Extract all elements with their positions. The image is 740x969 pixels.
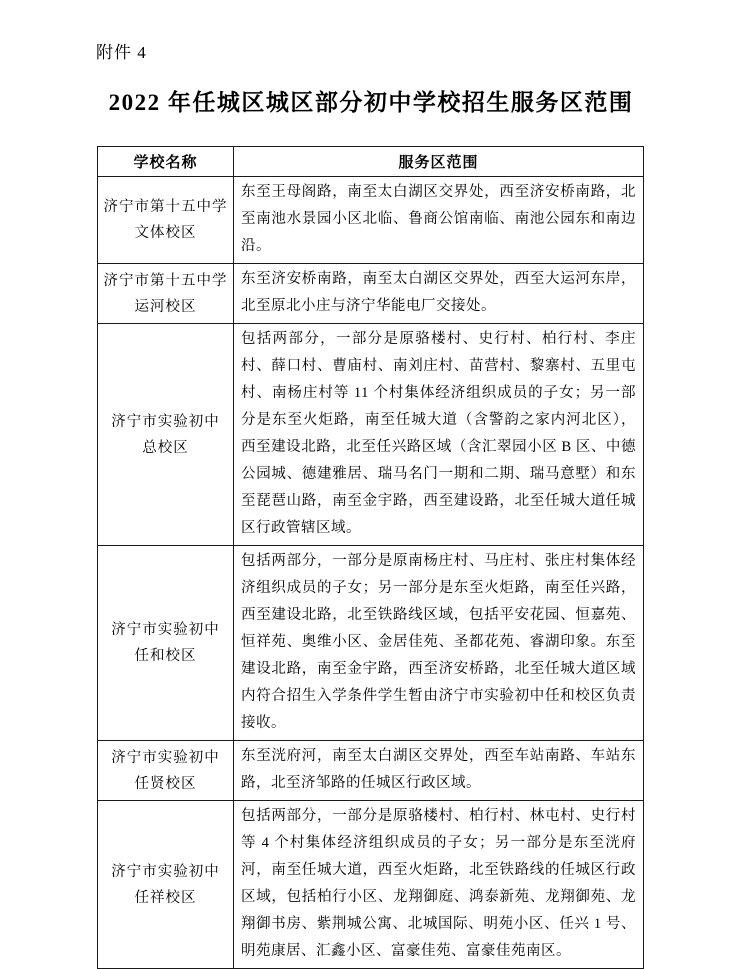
attachment-label: 附件 4 xyxy=(96,43,147,62)
school-name-cell xyxy=(98,546,234,741)
table-header-row xyxy=(98,147,644,177)
school-name-line: 文体校区 xyxy=(134,225,197,241)
service-area-cell: 东至洸府河，南至太白湖区交界处，西至车站南路、车站东路，北至济邹路的任城区行政区域。 xyxy=(234,741,644,801)
school-name-line: 济宁市第十五中学 xyxy=(103,199,228,215)
table-row xyxy=(98,741,644,801)
table-header-area: 服务区范围 xyxy=(234,147,644,177)
table-row xyxy=(98,546,644,741)
page-title: 2022 年任城区城区部分初中学校招生服务区范围 xyxy=(108,90,634,115)
school-name-cell xyxy=(98,177,234,264)
service-area-cell: 包括两部分，一部分是原骆楼村、柏行村、林屯村、史行村等 4 个村集体经济组织成员的子女；另一部分是东至洸府河，南至任城大道，西至火炬路，北至铁路线的任城区行政区域，包括柏行小区、龙翔御庭、鸿泰新苑、龙翔御苑、龙翔御书房、紫荆城公寓、北城国际、明苑小区、任兴 1 号、明苑康居、汇鑫小区、富豪佳苑、富豪佳苑南区。 xyxy=(234,801,644,969)
school-name-line: 济宁市实验初中 xyxy=(111,413,220,430)
school-name-line: 总校区 xyxy=(142,439,189,456)
school-name-line: 济宁市实验初中 xyxy=(111,622,220,638)
school-name-cell xyxy=(98,741,234,801)
school-name-line: 运河校区 xyxy=(134,298,197,315)
table-header-school: 学校名称 xyxy=(98,147,234,177)
school-name-line: 任祥校区 xyxy=(134,889,197,906)
school-name-line: 任和校区 xyxy=(134,648,197,664)
school-name-line: 任贤校区 xyxy=(134,775,197,792)
school-name-line: 济宁市第十五中学 xyxy=(103,272,228,289)
service-area-cell: 包括两部分，一部分是原骆楼村、史行村、柏行村、李庄村、薛口村、曹庙村、南刘庄村、苗营村、黎寨村、五里屯村、南杨庄村等 11 个村集体经济组织成员的子女；另一部分是东至火炬路，南至任城大道（含警韵之家内河北区），西至建设北路，北至任兴路区域（含汇翠园小区 B 区、中德公园城、德建雅居、瑞马名门一期和二期、瑞马意墅）和东至琵琶山路，南至金宇路，西至建设路，北至任城大道任城区行政管辖区域。 xyxy=(234,324,644,546)
service-area-cell: 东至济安桥南路，南至太白湖区交界处，西至大运河东岸，北至原北小庄与济宁华能电厂交接处。 xyxy=(234,264,644,324)
service-area-table xyxy=(97,146,644,969)
service-area-cell: 包括两部分，一部分是原南杨庄村、马庄村、张庄村集体经济组织成员的子女；另一部分是东至火炬路，南至任兴路，西至建设北路，北至铁路线区域，包括平安花园、恒嘉苑、恒祥苑、奥维小区、金居佳苑、圣都花苑、睿湖印象。东至建设北路，南至金宇路，西至济安桥路，北至任城大道区域内符合招生入学条件学生暂由济宁市实验初中任和校区负责接收。 xyxy=(234,546,644,741)
service-area-cell: 东至王母阁路，南至太白湖区交界处，西至济安桥南路，北至南池水景园小区北临、鲁商公馆南临、南池公园东和南边沿。 xyxy=(234,177,644,264)
table-row xyxy=(98,177,644,264)
table-row xyxy=(98,801,644,969)
school-name-cell xyxy=(98,264,234,324)
school-name-cell xyxy=(98,801,234,969)
table-row xyxy=(98,264,644,324)
school-name-cell xyxy=(98,324,234,546)
school-name-line: 济宁市实验初中 xyxy=(111,749,220,766)
school-name-line: 济宁市实验初中 xyxy=(111,863,220,880)
table-row xyxy=(98,324,644,546)
